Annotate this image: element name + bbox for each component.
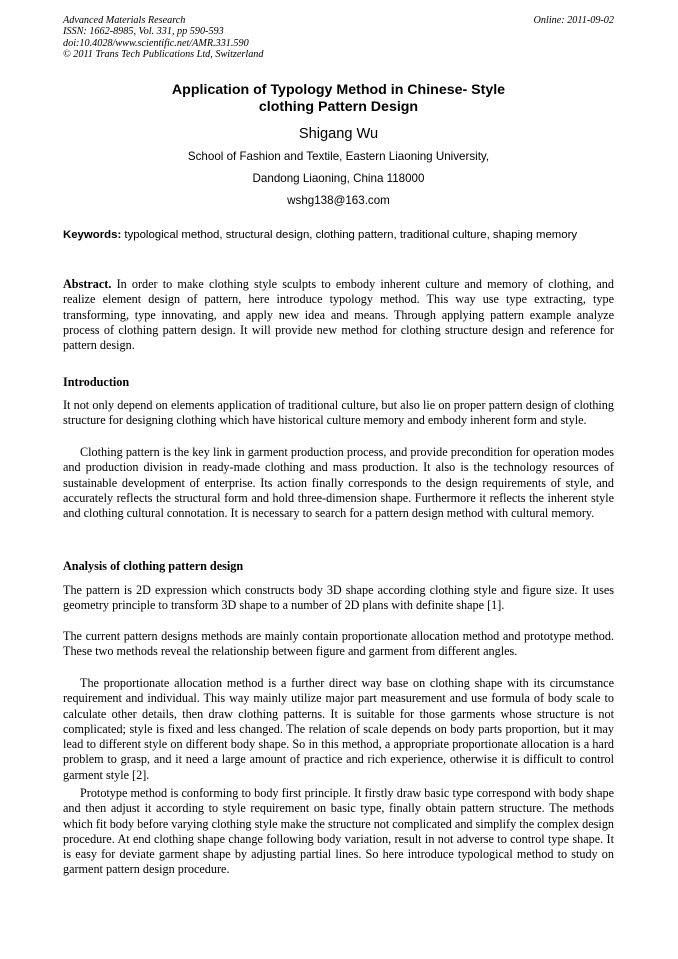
affiliation-line-1: School of Fashion and Textile, Eastern Liaoning University,: [187, 150, 490, 163]
affiliation-line-2: Dandong Liaoning, China 118000: [252, 172, 425, 185]
abstract-text: In order to make clothing style sculpts to embody inherent culture and memory of clothing, and realize element design of pattern, here introduce typology method. This way use type extracting, type transforming, type innovating, and apply new idea and means. Through applying pattern example analyze process of clothing pattern design. It will provide new method for clothing structure design and reference for pattern design.: [63, 277, 614, 352]
section-heading-introduction: Introduction: [63, 375, 130, 389]
abstract-label: Abstract.: [63, 277, 112, 291]
intro-paragraph-2: Clothing pattern is the key link in garment production process, and provide precondition for operation modes and production division in ready-made clothing and mass production. It also is the technology resources of sustainable development of enterprise. Its action finally corresponds to the design requirements of style, and accurately reflects the structural form and hold three-dimension shape. Furthermore it reflects the inherent style and clothing cultural connotation. It is necessary to search for a pattern design method with cultural memory.: [63, 445, 614, 520]
online-date: Online: 2011-09-02: [533, 15, 614, 26]
analysis-paragraph-1: The pattern is 2D expression which constructs body 3D shape according clothing style and figure size. It uses geometry principle to transform 3D shape to a number of 2D plans with definite shape [1].: [63, 583, 614, 613]
journal-name: Advanced Materials Research: [63, 15, 186, 26]
keywords-text: typological method, structural design, clothing pattern, traditional culture, shaping memory: [124, 229, 578, 241]
analysis-paragraph-4: Prototype method is conforming to body first principle. It firstly draw basic type correspond with body shape and then adjust it according to style requirement on basic type, finally obtain pattern structure. The methods which fit body before varying clothing style make the structure not complicated and simplify the complex design procedure. At end clothing shape change following body variation, result in not adverse to control type shape. It is easy for deviate garment shape by adjusting partial lines. So here introduce typological method to study on garment pattern design procedure.: [63, 786, 615, 877]
keywords: [63, 228, 614, 243]
author-name: Shigang Wu: [298, 126, 379, 142]
title-line-1: Application of Typology Method in Chinese- Style: [171, 82, 506, 98]
title-line-2: clothing Pattern Design: [258, 99, 419, 115]
doi: doi:10.4028/www.scientific.net/AMR.331.590: [63, 37, 249, 49]
section-heading-analysis: Analysis of clothing pattern design: [63, 559, 244, 573]
intro-paragraph-1: It not only depend on elements application of traditional culture, but also lie on proper pattern design of clothing structure for designing clothing which have historical culture memory and embody inherent form and style.: [63, 398, 614, 428]
issn: ISSN: 1662-8985, Vol. 331, pp 590-593: [63, 26, 224, 38]
analysis-paragraph-3: The proportionate allocation method is a further direct way base on clothing shape with its circumstance requirement and individual. This way mainly utilize major part measurement and use formula of body scale to calculate other details, then draw clothing patterns. It is suitable for those garments whose structure is not complicated; style is fixed and less changed. The relation of scale depends on body parts proportion, but it may lead to different style on different body shape. So in this method, a appropriate proportionate allocation is a hard problem to grasp, and it need a large amount of practice and rich experience, otherwise it is difficult to control garment style [2].: [63, 676, 614, 782]
copyright: © 2011 Trans Tech Publications Ltd, Switzerland: [63, 49, 264, 61]
journal-header: [63, 15, 614, 61]
keywords-label: Keywords:: [63, 229, 122, 241]
analysis-paragraph-2: The current pattern designs methods are mainly contain proportionate allocation method and prototype method. These two methods reveal the relationship between figure and garment from different angles.: [63, 629, 614, 659]
author-email: wshg138@163.com: [287, 194, 390, 207]
paper-title: [63, 82, 614, 116]
abstract: [63, 277, 614, 353]
